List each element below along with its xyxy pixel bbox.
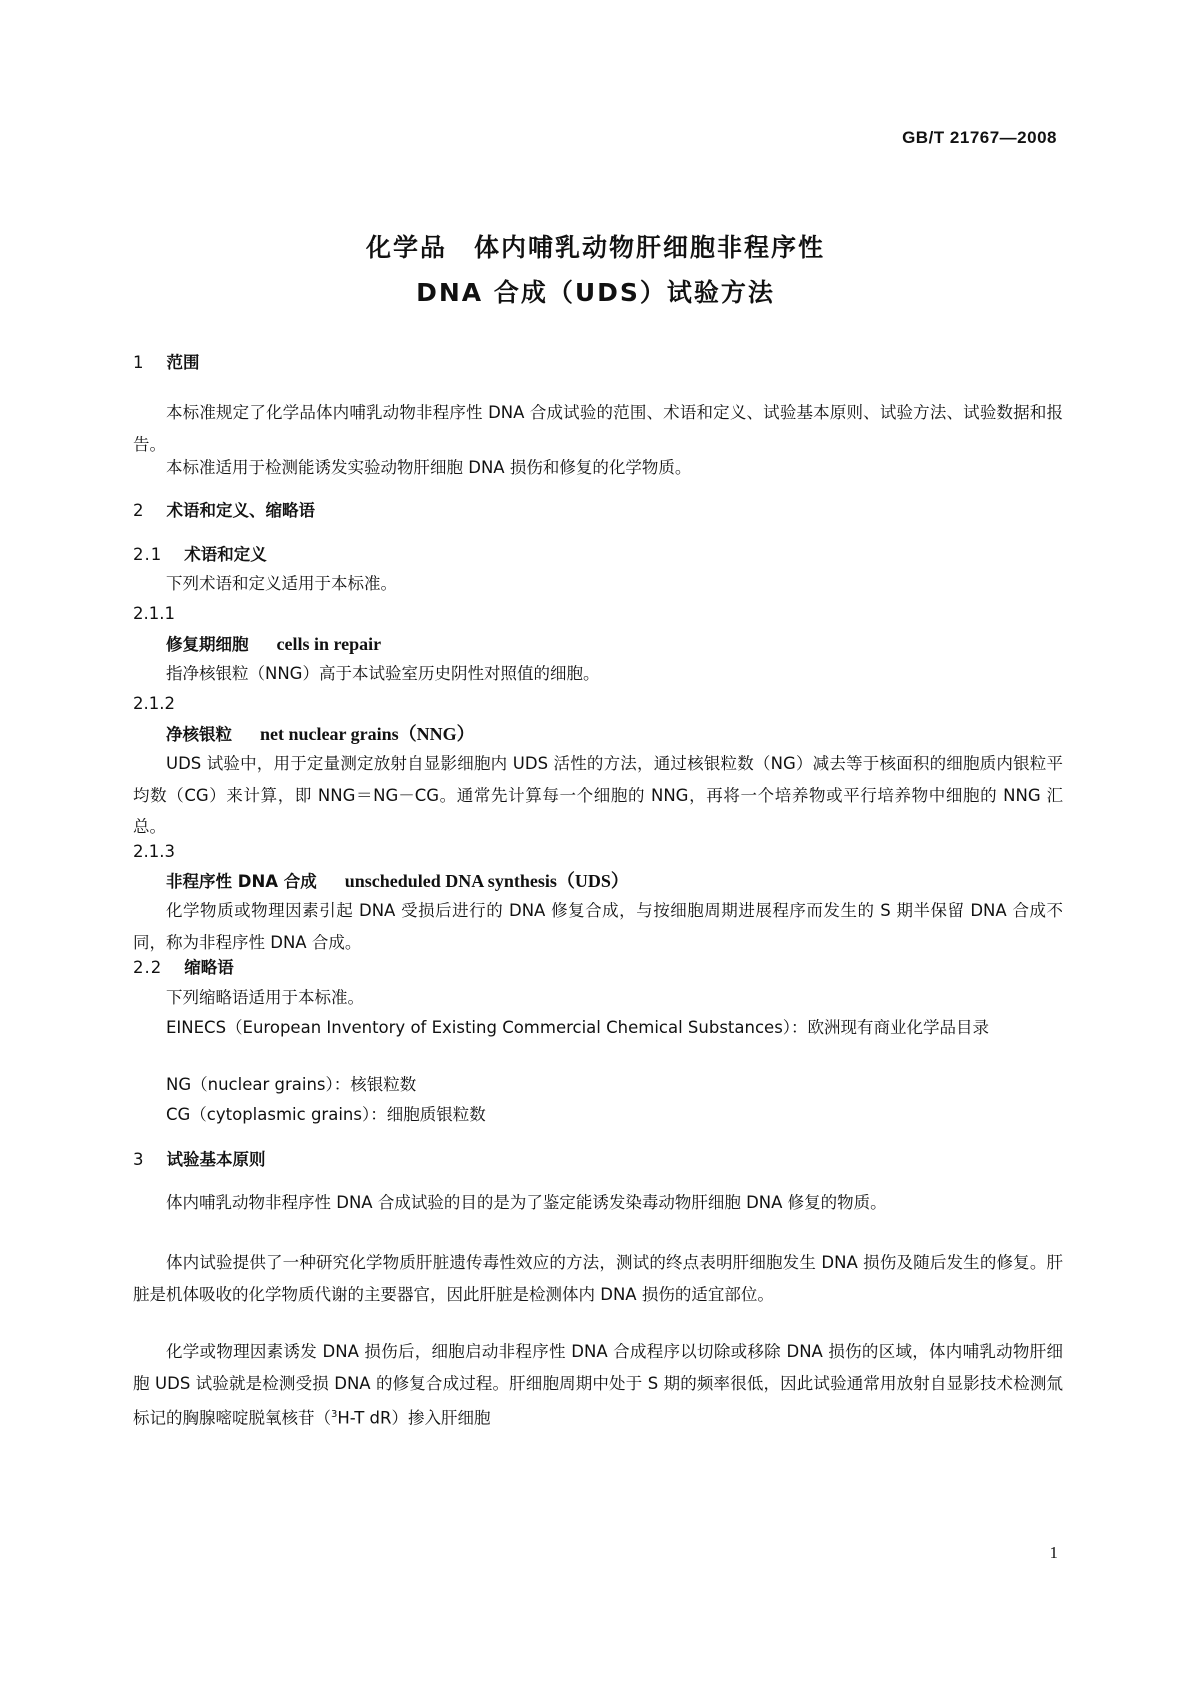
subsection-title: 术语和定义 [184, 545, 267, 564]
paragraph-text: 化学或物理因素诱发 DNA 损伤后，细胞启动非程序性 DNA 合成程序以切除或移除 DNA 损伤的区域，体内哺乳动物肝细胞 UDS 试验就是检测受损 DNA 的修复合成过程。肝细胞周期中处于 S 期的频率很低，因此试验通常用放射自显影技术检测氚标记的胸腺嘧啶脱氧核苷（ [133, 1342, 1063, 1428]
subsection-number: 2.1 [133, 545, 163, 564]
section-title: 范围 [166, 353, 200, 372]
subsection-2-1-heading [133, 540, 267, 570]
term-2-1-3-definition: 化学物质或物理因素引起 DNA 受损后进行的 DNA 修复合成，与按细胞周期进展程序而发生的 S 期半保留 DNA 合成不同，称为非程序性 DNA 合成。 [133, 901, 1063, 952]
term-2-1-2-heading [166, 719, 475, 750]
term-english: unscheduled DNA synthesis（UDS） [344, 871, 629, 891]
superscript-3: 3 [331, 1409, 338, 1420]
subsection-2-1-intro: 下列术语和定义适用于本标准。 [166, 574, 397, 593]
term-2-1-1-heading [166, 629, 381, 660]
term-2-1-1-number: 2.1.1 [133, 604, 175, 623]
term-chinese: 修复期细胞 [166, 635, 249, 654]
section-1-paragraph-2: 本标准适用于检测能诱发实验动物肝细胞 DNA 损伤和修复的化学物质。 [166, 458, 692, 477]
term-english: net nuclear grains（NNG） [260, 724, 475, 744]
abbreviation-ng: NG（nuclear grains）：核银粒数 [166, 1075, 417, 1094]
term-english: cells in repair [276, 634, 382, 654]
section-title: 试验基本原则 [166, 1150, 266, 1169]
section-number: 1 [133, 353, 145, 372]
subsection-2-2-heading [133, 953, 234, 983]
section-3-paragraph-2: 体内试验提供了一种研究化学物质肝脏遗传毒性效应的方法，测试的终点表明肝细胞发生 DNA 损伤及随后发生的修复。肝脏是机体吸收的化学物质代谢的主要器官，因此肝脏是检测体内 DNA 损伤的适宜部位。 [133, 1253, 1063, 1304]
term-2-1-3-heading [166, 866, 629, 897]
section-3-paragraph-3 [133, 1336, 1063, 1434]
subsection-2-2-intro: 下列缩略语适用于本标准。 [166, 988, 364, 1007]
page-number: 1 [1049, 1543, 1058, 1562]
paragraph-text-continued: H-T dR）掺入肝细胞 [337, 1408, 491, 1428]
term-2-1-1-definition: 指净核银粒（NNG）高于本试验室历史阴性对照值的细胞。 [166, 664, 600, 683]
section-number: 3 [133, 1150, 145, 1169]
standard-code: GB/T 21767—2008 [902, 128, 1057, 147]
abbreviation-cg: CG（cytoplasmic grains）：细胞质银粒数 [166, 1105, 486, 1124]
document-title-line2: DNA 合成（UDS）试验方法 [416, 278, 775, 307]
section-2-heading [133, 496, 315, 526]
section-1-heading [133, 348, 200, 378]
term-2-1-2-number: 2.1.2 [133, 694, 175, 713]
section-1-paragraph-1: 本标准规定了化学品体内哺乳动物非程序性 DNA 合成试验的范围、术语和定义、试验基本原则、试验方法、试验数据和报告。 [133, 403, 1063, 454]
section-3-paragraph-1: 体内哺乳动物非程序性 DNA 合成试验的目的是为了鉴定能诱发染毒动物肝细胞 DNA 修复的物质。 [166, 1193, 887, 1212]
subsection-number: 2.2 [133, 958, 163, 977]
section-3-heading [133, 1145, 266, 1175]
abbreviation-einecs: EINECS（European Inventory of Existing Commercial Chemical Substances）：欧洲现有商业化学品目录 [166, 1018, 990, 1037]
subsection-title: 缩略语 [184, 958, 234, 977]
term-2-1-2-definition: UDS 试验中，用于定量测定放射自显影细胞内 UDS 活性的方法，通过核银粒数（NG）减去等于核面积的细胞质内银粒平均数（CG）来计算，即 NNG＝NG－CG。通常先计算每一个细胞的 NNG，再将一个培养物或平行培养物中细胞的 NNG 汇总。 [133, 754, 1063, 836]
section-number: 2 [133, 501, 145, 520]
term-chinese: 净核银粒 [166, 725, 232, 744]
term-2-1-3-number: 2.1.3 [133, 842, 175, 861]
document-title-line1: 化学品 体内哺乳动物肝细胞非程序性 [365, 233, 825, 262]
term-chinese: 非程序性 DNA 合成 [166, 872, 317, 891]
section-title: 术语和定义、缩略语 [166, 501, 315, 520]
